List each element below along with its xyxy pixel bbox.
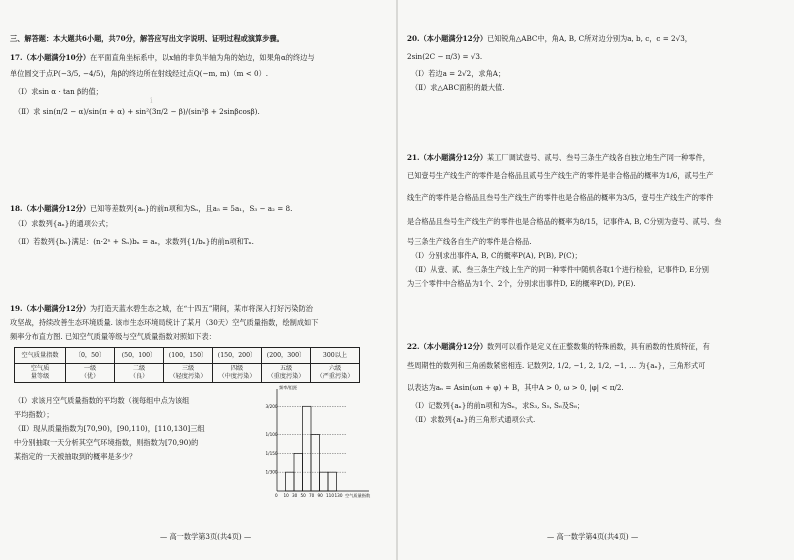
- q21-part2a: （Ⅱ）从壹、贰、叁三条生产线上生产的同一种零件中随机各取1个进行检验，记事件D, E分别: [411, 265, 709, 274]
- left-page: [10, 0, 390, 560]
- table-level-3: 三级 （轻度污染）: [164, 364, 213, 383]
- x-tick-label: 0: [275, 493, 278, 498]
- histogram-bar: [286, 472, 295, 491]
- q17-text1: 在平面直角坐标系中，以x轴的非负半轴为角的始边，如果角α的终边与: [90, 53, 315, 62]
- x-tick-label: 110: [326, 493, 334, 498]
- q21-text5: 号三条生产线各自生产的零件是合格品.: [407, 237, 532, 246]
- x-tick-label: 10: [283, 493, 289, 498]
- q17-title: 17.（本小题满分10分）: [10, 53, 91, 62]
- q18-title: 18.（本小题满分12分）: [10, 204, 91, 213]
- table-header-label: 空气质量指数: [15, 348, 66, 364]
- q17-part1: （Ⅰ）求sin α · tan β的值；: [14, 87, 103, 96]
- table-range-5: (200，300〕: [262, 348, 311, 364]
- q21-part1: （Ⅰ）分别求出事件A, B, C的概率P(A), P(B), P(C)；: [411, 251, 582, 260]
- histogram-bar: [303, 406, 312, 491]
- q17-text2: 单位圆交于点P(−3/5, −4/5)，角β的终边所在射线经过点Q(−m, m)（m < 0）.: [10, 69, 269, 78]
- table-level-4: 四级 （中度污染）: [213, 364, 262, 383]
- table-range-4: (150，200〕: [213, 348, 262, 364]
- table-range-6: 300以上: [311, 348, 360, 364]
- histogram-bar: [320, 472, 329, 491]
- table-range-3: (100，150〕: [164, 348, 213, 364]
- q20-part1: （Ⅰ）若边a = 2√2，求角A；: [411, 69, 506, 78]
- q22-part2: （Ⅱ）求数列{aₙ}的三角形式通项公式.: [411, 415, 536, 424]
- right-page: [407, 0, 785, 560]
- q21-text1: 某工厂调试壹号、贰号、叁号三条生产线各自独立地生产同一种零件，: [487, 153, 710, 162]
- table-range-2: (50，100〕: [115, 348, 164, 364]
- q19-title: 19.（本小题满分12分）: [10, 304, 91, 313]
- q19-text2: 攻坚战，持续改善生态环境质量. 该市生态环境局统计了某月（30天）空气质量指数，绘制成如下: [10, 318, 319, 327]
- q22-part1: （Ⅰ）记数列{aₙ}的前n项和为Sₙ，求S₃, S₅, S₆及S₈；: [411, 401, 585, 410]
- q20-part2: （Ⅱ）求△ABC面积的最大值.: [411, 83, 505, 92]
- table-level-5: 五级 （重度污染）: [262, 364, 311, 383]
- table-level-1: 一级 （优）: [66, 364, 115, 383]
- table-range-1: 〔0，50〕: [66, 348, 115, 364]
- x-axis-label: 空气质量指数: [345, 493, 371, 498]
- table-row-label: 空气质 量等级: [15, 364, 66, 383]
- x-tick-label: 90: [317, 493, 323, 498]
- x-tick-label: 70: [309, 493, 315, 498]
- q21-title: 21.（本小题满分12分）: [407, 153, 488, 162]
- air-quality-table: [14, 347, 360, 383]
- histogram-bar: [328, 472, 337, 491]
- histogram-bar: [311, 435, 320, 491]
- section-header: 三、解答题：本大题共6小题，共70分，解答应写出文字说明、证明过程或演算步骤。: [10, 34, 284, 43]
- q17-part2: （Ⅱ）求 sin(π/2 − α)/sin(π + α) + sin²(3π/2 − β)/(sin²β + 2sinβcosβ).: [14, 107, 260, 116]
- y-tick-label: 1/300: [265, 469, 278, 475]
- q19-text1: 为打造天蓝水碧生态之城，在“十四五”期间，某市将深入打好污染防治: [90, 304, 313, 313]
- q21-text2: 已知壹号生产线生产的零件是合格品且贰号生产线生产的零件是非合格品的概率为1/6，贰号生产: [407, 171, 714, 180]
- q21-text4: 是合格品且叁号生产线生产的零件也是合格品的概率为8/15，记事件A, B, C分别为壹号、贰号、叁: [407, 217, 722, 226]
- footer-right: — 高一数学第4页(共4页) —: [547, 532, 639, 541]
- q20-text1: 已知锐角△ABC中，角A, B, C所对边分别为a, b, c，c = 2√3，: [487, 34, 692, 43]
- q22-text1: 数列可以看作是定义在正整数集的特殊函数，具有函数的性质特征，有: [487, 342, 710, 351]
- q20-text2: 2sin(2C − π/3) = √3.: [407, 52, 483, 61]
- q20-title: 20.（本小题满分12分）: [407, 34, 488, 43]
- x-tick-label: 130: [334, 493, 343, 498]
- q22-text2: 些周期性的数列和三角函数紧密相连. 记数列2, 1/2, −1, 2, 1/2, −1, … 为{aₙ}，三角形式可: [407, 361, 706, 370]
- y-axis-label: 频率/组距: [279, 385, 298, 390]
- table-level-6: 六级 （严重污染）: [311, 364, 360, 383]
- footer-left: — 高一数学第3页(共4页) —: [160, 532, 252, 541]
- y-tick-label: 1/100: [265, 432, 278, 438]
- y-tick-label: 1/150: [265, 450, 278, 456]
- frequency-histogram: [265, 383, 395, 503]
- q19-part2a: （Ⅱ）现从质量指数为[70,90)，[90,110)，[110,130]三组: [14, 424, 205, 433]
- q19-text3: 频率分布直方图. 已知空气质量等级与空气质量指数对照如下表：: [10, 332, 216, 341]
- bleed-through-text: ⅰ: [150, 96, 153, 105]
- page-fold: [396, 0, 398, 560]
- q21-part2b: 为三个零件中合格品为1个、2个，分别求出事件D, E的概率P(D), P(E).: [407, 279, 636, 288]
- q18-part1: （Ⅰ）求数列{aₙ}的通项公式；: [14, 219, 113, 228]
- y-tick-label: 3/200: [265, 403, 278, 409]
- q19-part2b: 中分别抽取一天分析其空气环境指数，则指数为[70,90)的: [14, 438, 199, 447]
- q19-part1b: 平均指数）；: [14, 410, 54, 419]
- q19-part1a: （Ⅰ）求该月空气质量指数的平均数（视每组中点为该组: [14, 396, 190, 405]
- table-level-2: 二级 （良）: [115, 364, 164, 383]
- q22-title: 22.（本小题满分12分）: [407, 342, 488, 351]
- q19-part2c: 某指定的一天被抽取到的概率是多少？: [14, 452, 137, 461]
- x-tick-label: 50: [300, 493, 306, 498]
- q21-text3: 线生产的零件是合格品且叁号生产线生产的零件也是合格品的概率为3/5，壹号生产线生产的零件: [407, 193, 714, 202]
- q18-text1: 已知等差数列{aₙ}的前n项和为Sₙ，且a₅ = 5a₁，S₃ − a₂ = 8.: [90, 204, 293, 213]
- q22-text3: 以表达为aₙ = Asin(ωn + φ) + B，其中A > 0, ω > 0, |φ| < π/2.: [407, 383, 624, 392]
- q18-part2: （Ⅱ）若数列{bₙ}满足：(n·2ⁿ + Sₙ)bₙ = aₙ，求数列{1/bₙ}的前n项和Tₙ.: [14, 237, 254, 246]
- x-tick-label: 30: [292, 493, 298, 498]
